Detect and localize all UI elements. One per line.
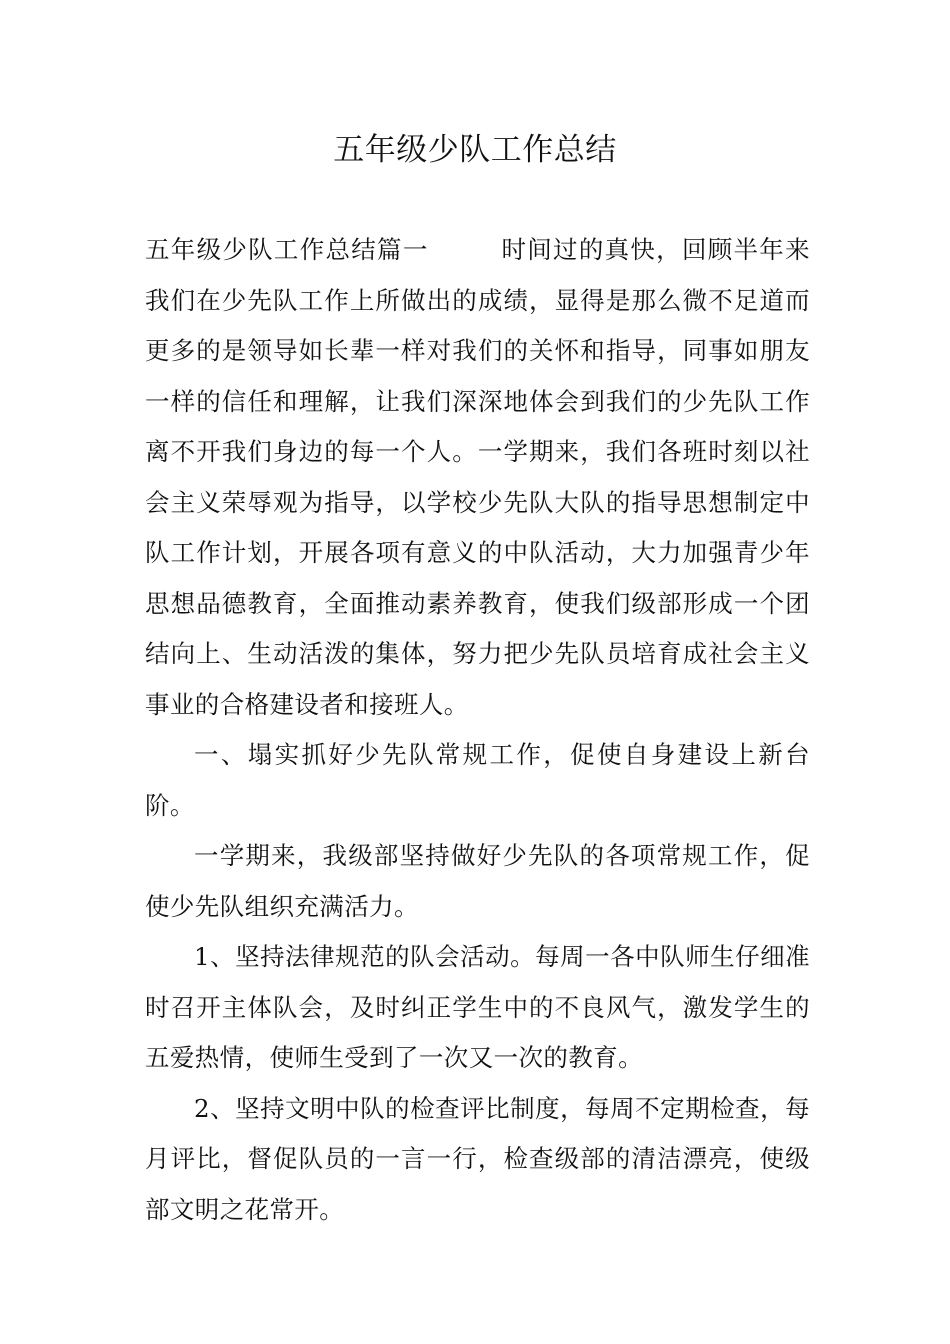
body-paragraph-3: 1、坚持法律规范的队会活动。每周一各中队师生仔细准时召开主体队会，及时纠正学生中的不良风气，激发学生的五爱热情，使师生受到了一次又一次的教育。 <box>145 942 810 1072</box>
intro-text: 时间过的真快，回顾半年来我们在少先队工作上所做出的成绩，显得是那么微不足道而更多的是领导如长辈一样对我们的关怀和指导，同事如朋友一样的信任和理解，让我们深深地体会到我们的少先队工作离不开我们身边的每一个人。一学期来，我们各班时刻以社会主义荣辱观为指导，以学校少先队大队的指导思想制定中队工作计划，开展各项有意义的中队活动，大力加强青少年思想品德教育，全面推动素养教育，使我们级部形成一个团结向上、生动活泼的集体，努力把少先队员培育成社会主义事业的合格建设者和接班人。 <box>145 235 810 719</box>
intro-lead: 五年级少队工作总结篇一 <box>145 235 429 264</box>
intro-paragraph <box>145 225 810 730</box>
section-heading-1: 一、塌实抓好少先队常规工作，促使自身建设上新台阶。 <box>145 740 810 820</box>
body-paragraph-2: 一学期来，我级部坚持做好少先队的各项常规工作，促使少先队组织充满活力。 <box>145 841 810 921</box>
document-body <box>145 225 810 1235</box>
document-title: 五年级少队工作总结 <box>333 132 617 168</box>
body-paragraph-4: 2、坚持文明中队的检查评比制度，每周不定期检查，每月评比，督促队员的一言一行，检查级部的清洁漂亮，使级部文明之花常开。 <box>145 1093 810 1224</box>
